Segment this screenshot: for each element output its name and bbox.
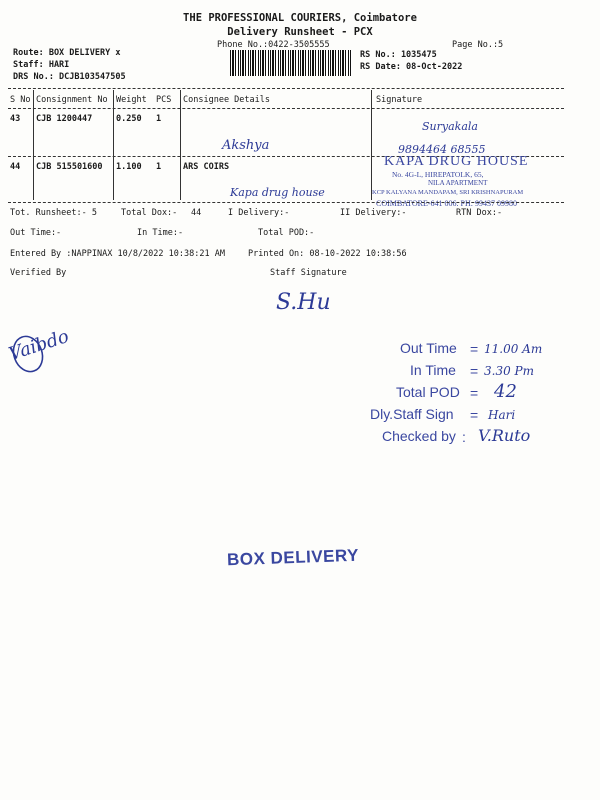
- row2-handwritten-note: Kapa drug house: [230, 186, 325, 199]
- stamp-checked-by-value: V.Ruto: [478, 426, 531, 445]
- col-header-sno: S No: [10, 95, 31, 105]
- col-divider: [371, 90, 372, 200]
- i-delivery: I Delivery:-: [228, 208, 290, 218]
- total-dox-value: 44: [191, 208, 202, 218]
- stamp-company-name: KAPA DRUG HOUSE: [384, 154, 529, 169]
- document-title: Delivery Runsheet - PCX: [227, 26, 373, 38]
- row1-pcs: 1: [156, 114, 162, 124]
- stamp-checked-by-label: Checked by: [382, 428, 456, 444]
- stamp-in-time-label: In Time: [410, 362, 456, 378]
- row1-consignment: CJB 1200447: [36, 114, 93, 124]
- box-delivery-stamp: BOX DELIVERY: [226, 545, 360, 570]
- barcode: [230, 50, 352, 76]
- col-header-weight: Weight: [116, 95, 147, 105]
- stamp-address-3: KCP KALYANA MANDAPAM, SRI KRISHNAPURAM: [372, 189, 524, 196]
- staff-signature-label: Staff Signature: [270, 268, 347, 278]
- rtn-dox: RTN Dox:-: [456, 208, 503, 218]
- verified-by: Verified By: [10, 268, 67, 278]
- col-header-pcs: PCS: [156, 95, 172, 105]
- stamp-equals: =: [470, 407, 479, 423]
- stamp-address-1: No. 4G-L, HIREPATOLK, 65,: [392, 170, 484, 179]
- row2-pcs: 1: [156, 162, 162, 172]
- stamp-colon: :: [462, 429, 466, 445]
- total-pod: Total POD:-: [258, 228, 315, 238]
- col-divider: [180, 90, 181, 200]
- page-number: Page No.:5: [452, 40, 504, 50]
- stamp-dly-staff-label: Dly.Staff Sign: [370, 406, 454, 422]
- phone-number: Phone No.:0422-3505555: [217, 40, 330, 50]
- row1-sno: 43: [10, 114, 21, 124]
- ii-delivery: II Delivery:-: [340, 208, 407, 218]
- col-divider: [113, 90, 114, 200]
- stamp-equals: =: [470, 385, 479, 401]
- verifier-signature-loop: [10, 330, 50, 376]
- col-header-consignee: Consignee Details: [183, 95, 270, 105]
- total-runsheet: Tot. Runsheet:- 5: [10, 208, 97, 218]
- stamp-in-time-value: 3.30 Pm: [484, 364, 534, 378]
- route: Route: BOX DELIVERY x: [13, 48, 121, 58]
- header-rule: [8, 108, 564, 109]
- stamp-address-2: NILA APARTMENT: [428, 179, 488, 187]
- drs-number: DRS No.: DCJB103547505: [13, 72, 126, 82]
- total-dox-label: Total Dox:-: [121, 208, 178, 218]
- row2-sno: 44: [10, 162, 21, 172]
- row1-handwritten-signature: Suryakala: [422, 120, 478, 133]
- stamp-total-pod-label: Total POD: [396, 384, 460, 400]
- stamp-out-time-value: 11.00 Am: [484, 342, 543, 356]
- row2-consignment: CJB 515501600: [36, 162, 103, 172]
- stamp-equals: =: [470, 363, 479, 379]
- in-time: In Time:-: [137, 228, 184, 238]
- verifier-signature: Vaibdo: [6, 325, 72, 366]
- out-time: Out Time:-: [10, 228, 62, 238]
- table-bottom-rule: [8, 202, 564, 203]
- stamp-equals: =: [470, 341, 479, 357]
- table-top-rule: [8, 88, 564, 89]
- stamp-total-pod-value: 42: [494, 381, 517, 402]
- staff: Staff: HARI: [13, 60, 70, 70]
- stamp-address-4: COIMBATORE-641 006. PH: 99437 09980: [376, 199, 517, 208]
- row1-handwritten-phone: 9894464 68555: [398, 143, 486, 156]
- col-header-consignment: Consignment No: [36, 95, 108, 105]
- stamp-out-time-label: Out Time: [400, 340, 457, 356]
- stamp-dly-staff-value: Hari: [488, 408, 516, 422]
- row1-weight: 0.250: [116, 114, 142, 124]
- rs-number: RS No.: 1035475: [360, 50, 437, 60]
- row1-handwritten-name: Akshya: [222, 138, 270, 153]
- row2-consignee: ARS COIRS: [183, 162, 230, 172]
- col-header-signature: Signature: [376, 95, 423, 105]
- company-name: THE PROFESSIONAL COURIERS, Coimbatore: [183, 12, 417, 24]
- row2-weight: 1.100: [116, 162, 142, 172]
- printed-on: Printed On: 08-10-2022 10:38:56: [248, 249, 407, 259]
- staff-signature: S.Hu: [276, 290, 331, 315]
- col-divider: [33, 90, 34, 200]
- rs-date: RS Date: 08-Oct-2022: [360, 62, 463, 72]
- entered-by: Entered By :NAPPINAX 10/8/2022 10:38:21 AM: [10, 249, 225, 259]
